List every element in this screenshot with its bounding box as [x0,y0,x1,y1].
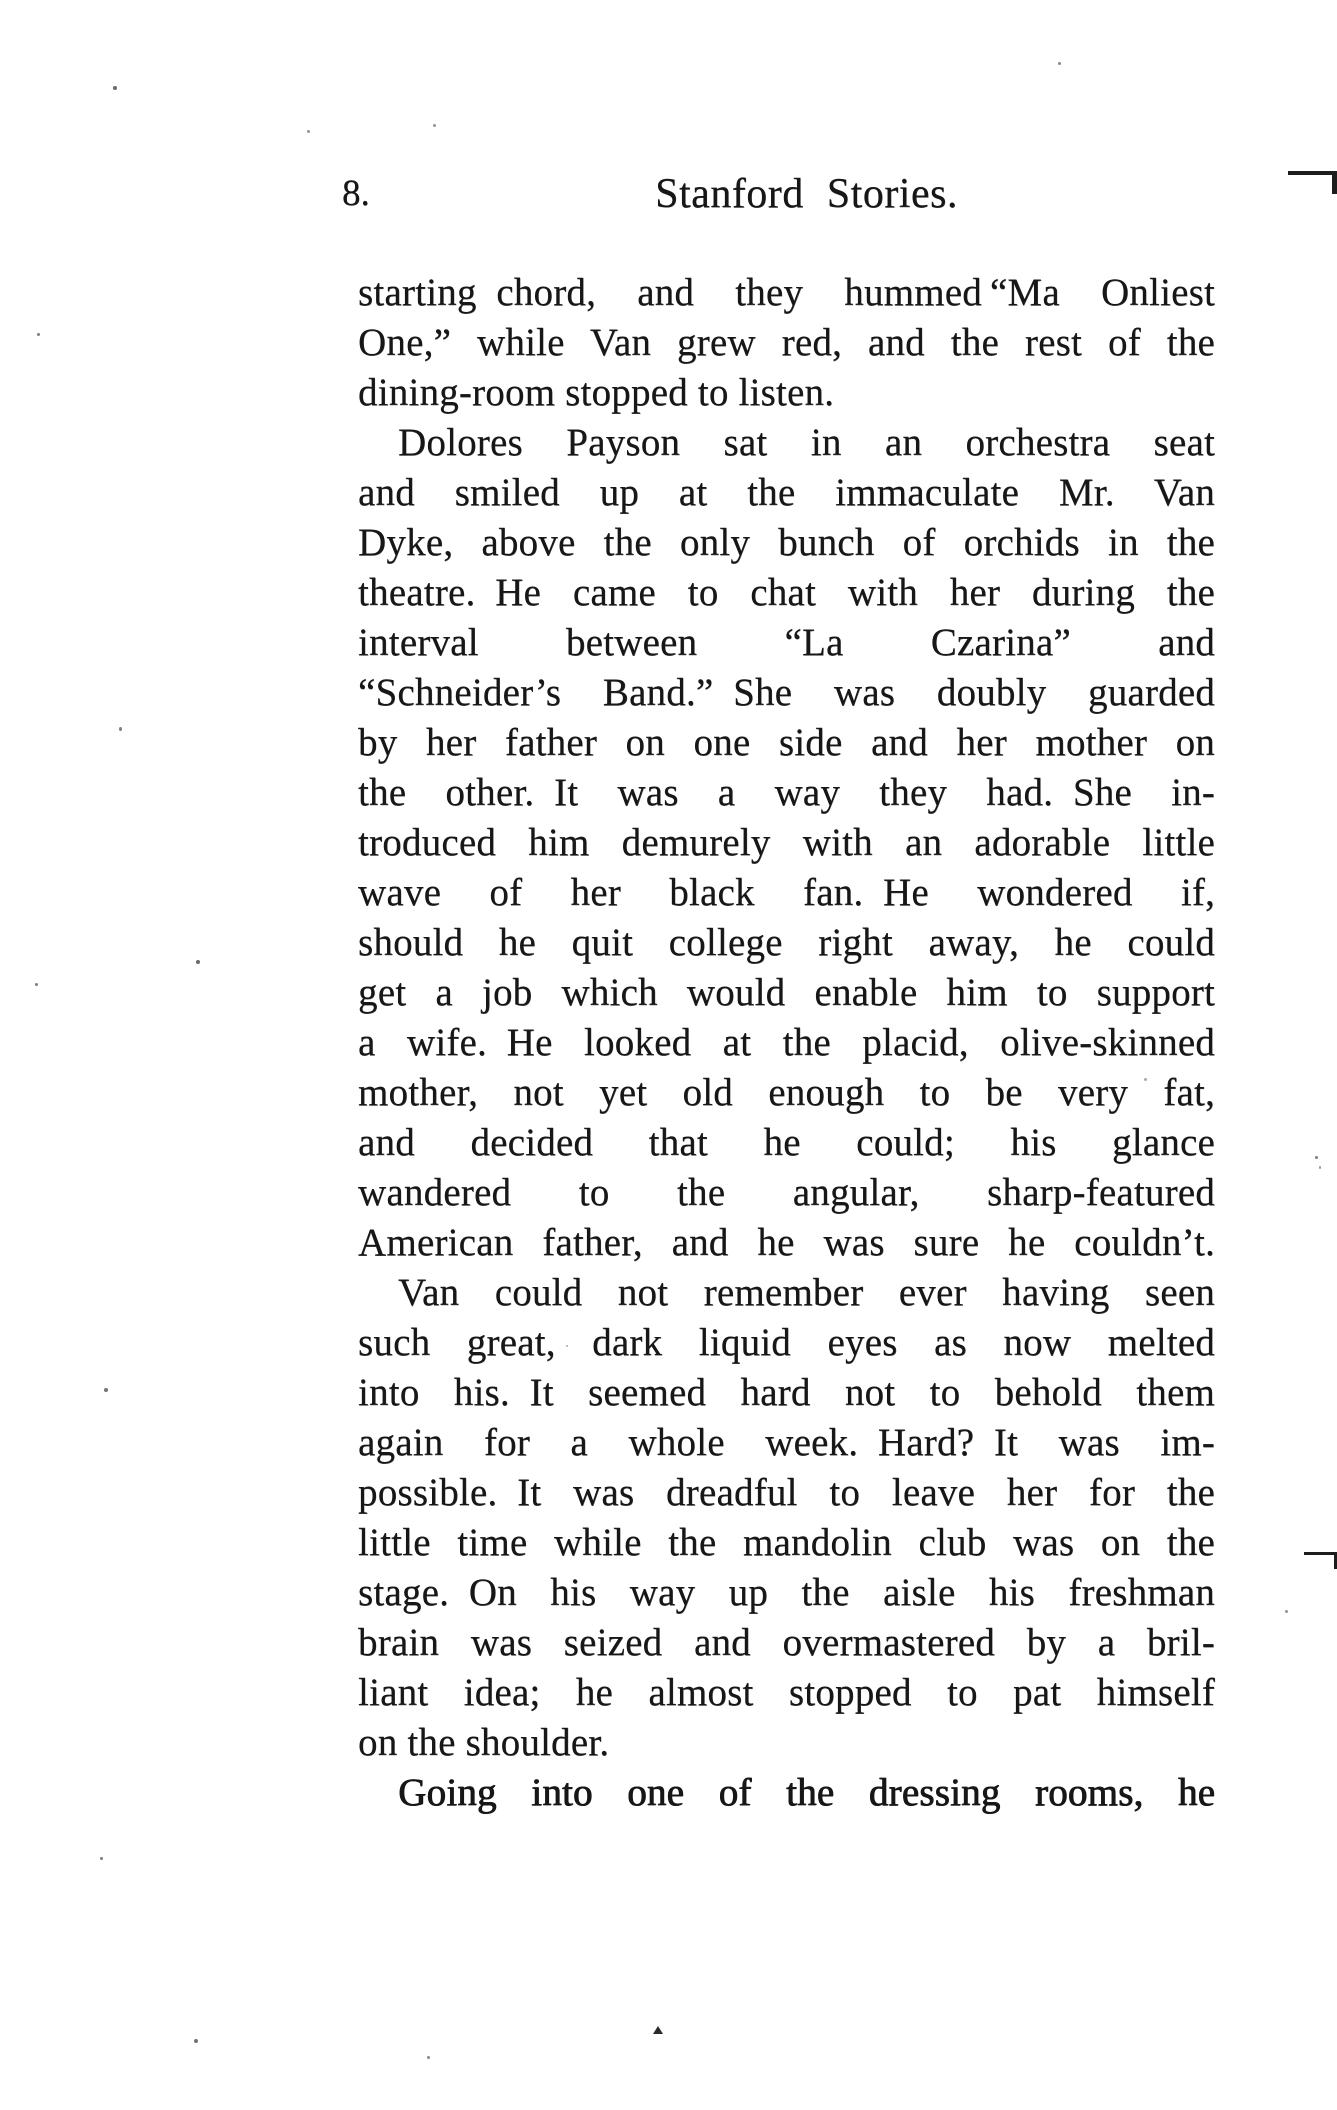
text-line: wave of her black fan. He wondered if, [358,871,1215,914]
text-line: again for a whole week. Hard? It was im- [358,1421,1215,1464]
text-line: by her father on one side and her mother on [358,721,1215,764]
text-line: theatre. He came to chat with her during the [358,571,1215,614]
text-line: Van could not remember ever having seen [398,1271,1215,1314]
text-line: should he quit college right away, he could [358,921,1215,964]
ink-speck [196,960,200,964]
text-line: Going into one of the dressing rooms, he [398,1771,1215,1814]
text-line: little time while the mandolin club was on the [358,1521,1215,1564]
text-line: mother, not yet old enough to be very fat, [358,1071,1215,1114]
text-line: troduced him demurely with an adorable little [358,821,1215,864]
ink-speck [1144,1078,1147,1081]
ink-speck [1285,1610,1288,1613]
ink-speck [35,983,38,986]
ink-speck [1319,1166,1321,1169]
page-number: 8. [342,173,370,214]
text-line: American father, and he was sure he couldn’t. [358,1221,1215,1264]
ink-speck [920,1451,922,1454]
text-line: liant idea; he almost stopped to pat himself [358,1671,1215,1714]
text-line: One,” while Van grew red, and the rest of the [358,321,1215,364]
ink-speck [427,2056,430,2059]
ink-speck [566,1345,568,1347]
ink-speck [433,124,436,127]
text-line: wandered to the angular, sharp-featured [358,1171,1215,1214]
text-line: brain was seized and overmastered by a bril- [358,1621,1215,1664]
text-line: “Schneider’s Band.” She was doubly guarded [358,671,1215,714]
ink-speck [1058,62,1061,65]
page-text [358,268,1215,1818]
ink-speck [1315,1156,1318,1159]
ink-speck [113,86,117,90]
text-line: a wife. He looked at the placid, olive-skinned [358,1021,1215,1064]
ink-speck [100,1857,103,1860]
ink-speck [119,727,122,731]
text-line: and decided that he could; his glance [358,1121,1215,1164]
text-line: the other. It was a way they had. She in- [358,771,1215,814]
text-line: starting chord, and they hummed “Ma Onliest [358,271,1215,314]
ink-speck [307,130,310,133]
scan-artifact [1288,171,1337,194]
scan-artifact [653,2026,663,2034]
ink-speck [104,1388,108,1392]
text-line: into his. It seemed hard not to behold them [358,1371,1215,1414]
text-line: interval between “La Czarina” and [358,621,1215,664]
text-line: possible. It was dreadful to leave her for the [358,1471,1215,1514]
ink-speck [194,2039,198,2043]
text-line: Dolores Payson sat in an orchestra seat [398,421,1215,464]
text-line: stage. On his way up the aisle his freshman [358,1571,1215,1614]
text-line: get a job which would enable him to support [358,971,1215,1014]
ink-speck [37,333,40,336]
text-line: dining-room stopped to listen. [358,371,835,414]
text-line: such great, dark liquid eyes as now melted [358,1321,1215,1364]
text-line: on the shoulder. [358,1721,610,1764]
running-header [342,168,1215,220]
scan-artifact [1304,1552,1337,1569]
running-header-title: Stanford Stories. [655,171,958,217]
text-line: Dyke, above the only bunch of orchids in the [358,521,1215,564]
text-line: and smiled up at the immaculate Mr. Van [358,471,1215,514]
